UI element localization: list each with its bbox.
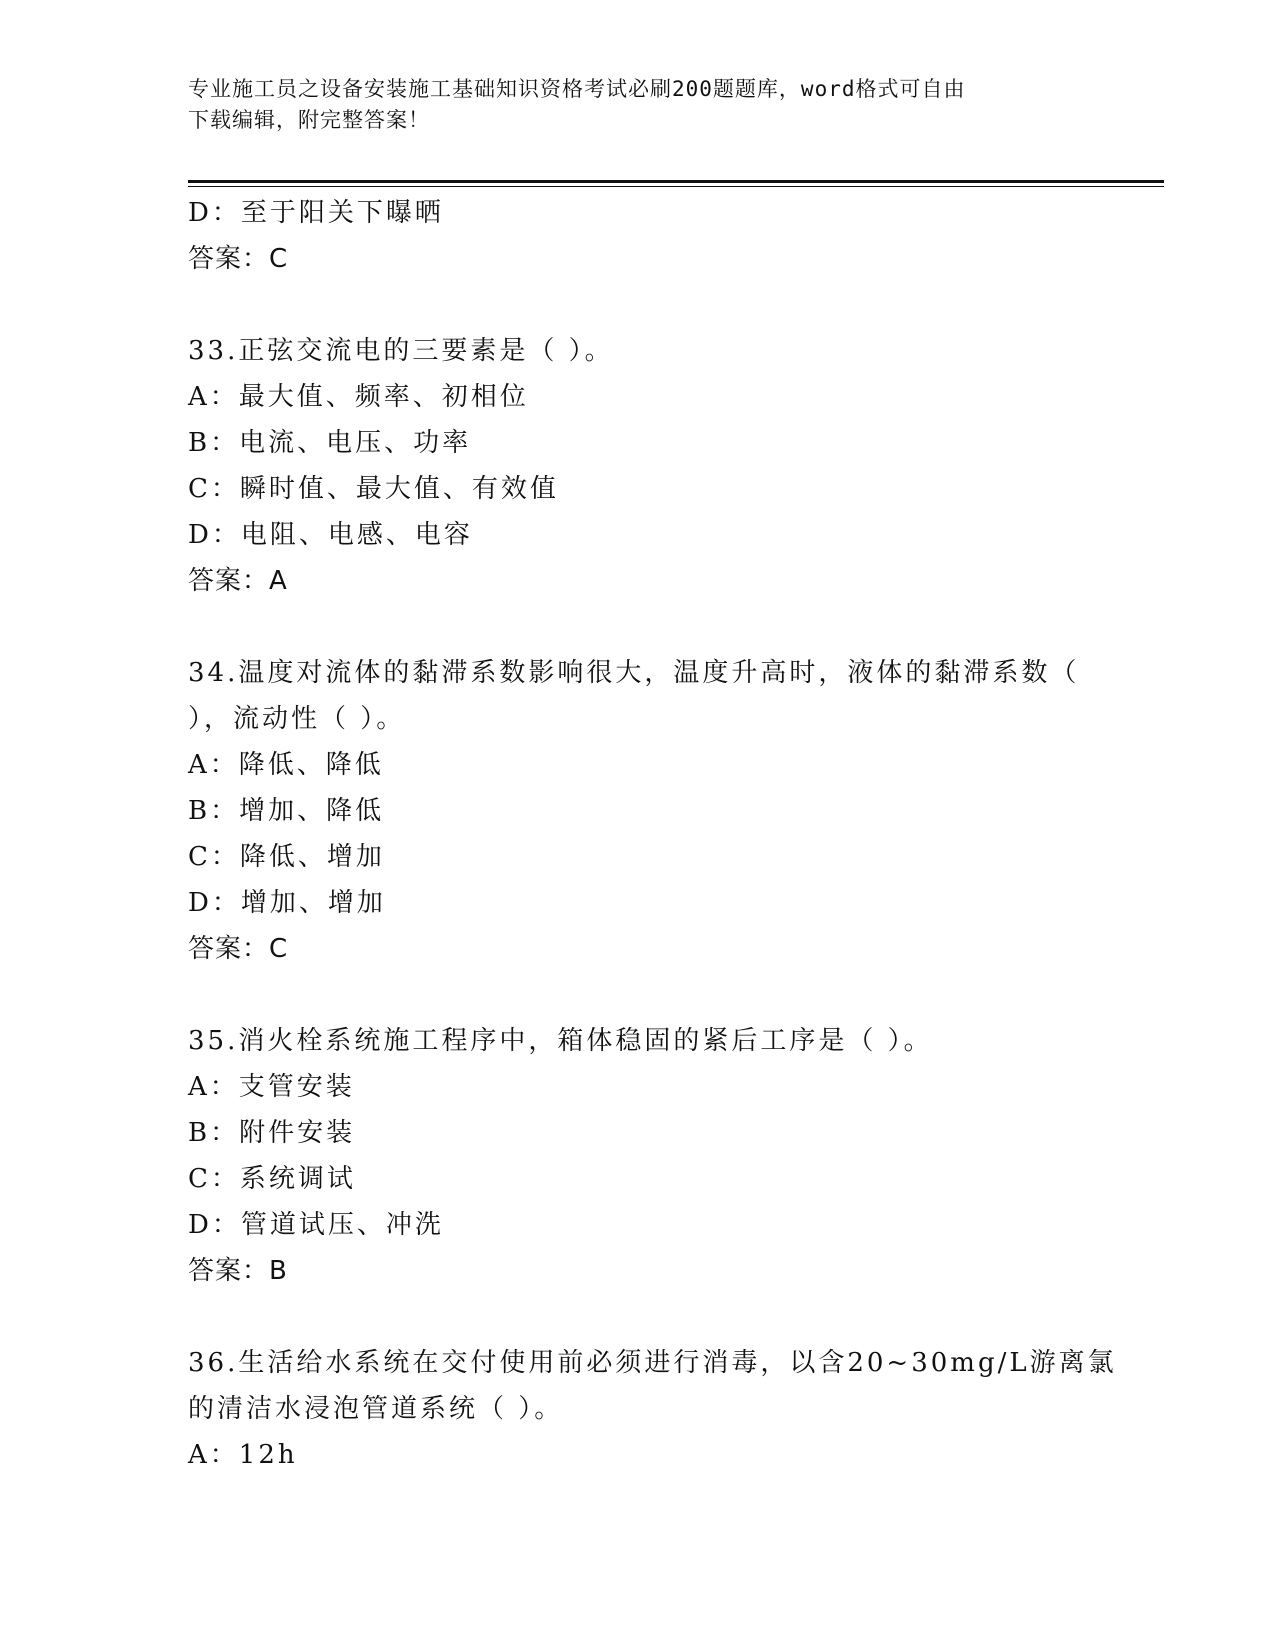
option-a: A：12h bbox=[188, 1440, 298, 1470]
spacer bbox=[188, 972, 1088, 1018]
answer: 答案：B bbox=[188, 1256, 288, 1286]
option-b: B：附件安装 bbox=[188, 1118, 356, 1148]
prev-answer: 答案：C bbox=[188, 244, 289, 274]
option-b: B：电流、电压、功率 bbox=[188, 428, 472, 458]
answer: 答案：A bbox=[188, 566, 288, 596]
option-a: A：降低、降低 bbox=[188, 750, 384, 780]
spacer bbox=[188, 1294, 1088, 1340]
option-a: A：最大值、频率、初相位 bbox=[188, 382, 529, 412]
option-c: C：瞬时值、最大值、有效值 bbox=[188, 474, 559, 504]
option-c: C：系统调试 bbox=[188, 1164, 356, 1194]
option-a: A：支管安装 bbox=[188, 1072, 355, 1102]
option-d: D：电阻、电感、电容 bbox=[188, 520, 473, 550]
document-header bbox=[188, 74, 1088, 136]
spacer bbox=[188, 282, 1088, 328]
option-c: C：降低、增加 bbox=[188, 842, 385, 872]
prev-option-d: D：至于阳关下曝晒 bbox=[188, 198, 444, 228]
option-d: D：增加、增加 bbox=[188, 888, 386, 918]
option-b: B：增加、降低 bbox=[188, 796, 385, 826]
header-divider-thick bbox=[188, 180, 1164, 183]
header-line-2: 下载编辑，附完整答案！ bbox=[188, 108, 430, 132]
question-stem-continued: 的清洁水浸泡管道系统（ ）。 bbox=[188, 1394, 564, 1424]
question-stem-continued: ），流动性（ ）。 bbox=[188, 704, 406, 734]
spacer bbox=[188, 604, 1088, 650]
option-d: D：管道试压、冲洗 bbox=[188, 1210, 444, 1240]
question-stem: 36.生活给水系统在交付使用前必须进行消毒，以含20~30mg/L游离氯 bbox=[188, 1348, 1117, 1378]
question-stem: 33.正弦交流电的三要素是（ ）。 bbox=[188, 336, 614, 366]
question-stem: 34.温度对流体的黏滞系数影响很大，温度升高时，液体的黏滞系数（ bbox=[188, 658, 1080, 688]
header-line-1: 专业施工员之设备安装施工基础知识资格考试必刷200题题库，word格式可自由 bbox=[188, 77, 966, 101]
header-divider-thin bbox=[188, 186, 1164, 187]
answer: 答案：C bbox=[188, 934, 289, 964]
question-list bbox=[188, 190, 1117, 1478]
question-stem: 35.消火栓系统施工程序中，箱体稳固的紧后工序是（ ）。 bbox=[188, 1026, 933, 1056]
